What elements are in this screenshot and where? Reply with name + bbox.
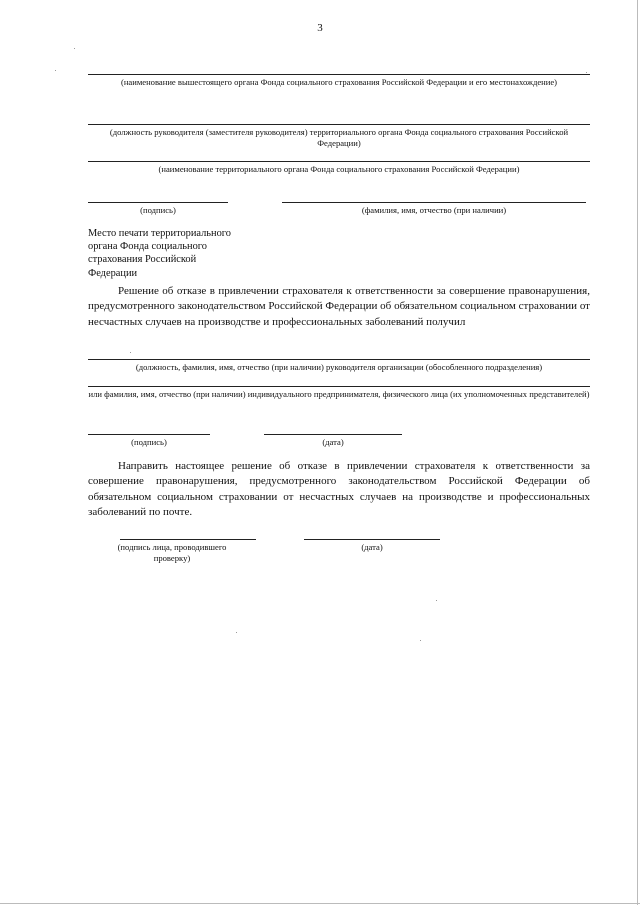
territorial-body-caption: (наименование территориального органа Фонда социального страхования Российской Федерации) [158, 164, 520, 174]
superior-body-line [88, 74, 590, 75]
territorial-body-line [88, 161, 590, 162]
inspector-date-caption: (дата) [361, 542, 383, 552]
scan-edge [637, 0, 638, 905]
full-name-line [282, 202, 586, 203]
received-date-caption: (дата) [322, 437, 344, 447]
full-name-caption: (фамилия, имя, отчество (при наличии) [361, 205, 507, 215]
received-entrepreneur-caption: или фамилия, имя, отчество (при наличии) индивидуального предпринимателя, физического лица (их уполномоченных представителей) [88, 389, 590, 399]
received-position-caption: (должность, фамилия, имя, отчество (при наличии) руководителя организации (обособленного подразделения) [135, 362, 543, 372]
received-date-line [264, 434, 402, 435]
scan-speck [130, 352, 131, 353]
scan-speck [420, 640, 421, 641]
scan-speck [55, 70, 56, 71]
scan-speck [586, 72, 587, 73]
received-entrepreneur-line [88, 386, 590, 387]
inspector-date-line [304, 539, 440, 540]
scan-edge [0, 903, 640, 904]
mail-paragraph: Направить настоящее решение об отказе в привлечении страхователя к ответственности за совершение правонарушения, предусмотренного законодательством Российской Федерации об обязательном социальном страховании от несчастных случаев на производстве и профессиональных заболеваний по почте. [88, 460, 590, 519]
received-signature-line [88, 434, 210, 435]
received-position-line [88, 359, 590, 360]
superior-body-caption: (наименование вышестоящего органа Фонда социального страхования Российской Федерации и его местонахождение) [120, 77, 558, 87]
received-paragraph: Решение об отказе в привлечении страхователя к ответственности за совершение правонарушения, предусмотренного законодательством Российской Федерации об обязательном социальном страховании от несчастных случаев на производстве и профессиональных заболеваний получил [88, 285, 590, 328]
inspector-signature-caption: (подпись лица, проводившего проверку) [117, 542, 227, 563]
page-number: 3 [317, 22, 323, 34]
stamp-place-label: Место печати территориального органа Фонда социального страхования Российской Федерации [88, 228, 232, 279]
signature-caption: (подпись) [140, 205, 176, 215]
signature-line [88, 202, 228, 203]
scan-speck [436, 600, 437, 601]
scan-speck [74, 48, 75, 49]
scan-speck [236, 632, 237, 633]
received-signature-caption: (подпись) [131, 437, 167, 447]
inspector-signature-line [120, 539, 256, 540]
head-position-caption: (должность руководителя (заместителя руководителя) территориального органа Фонда социального страхования Российской Федерации) [109, 127, 569, 148]
head-position-line [88, 124, 590, 125]
